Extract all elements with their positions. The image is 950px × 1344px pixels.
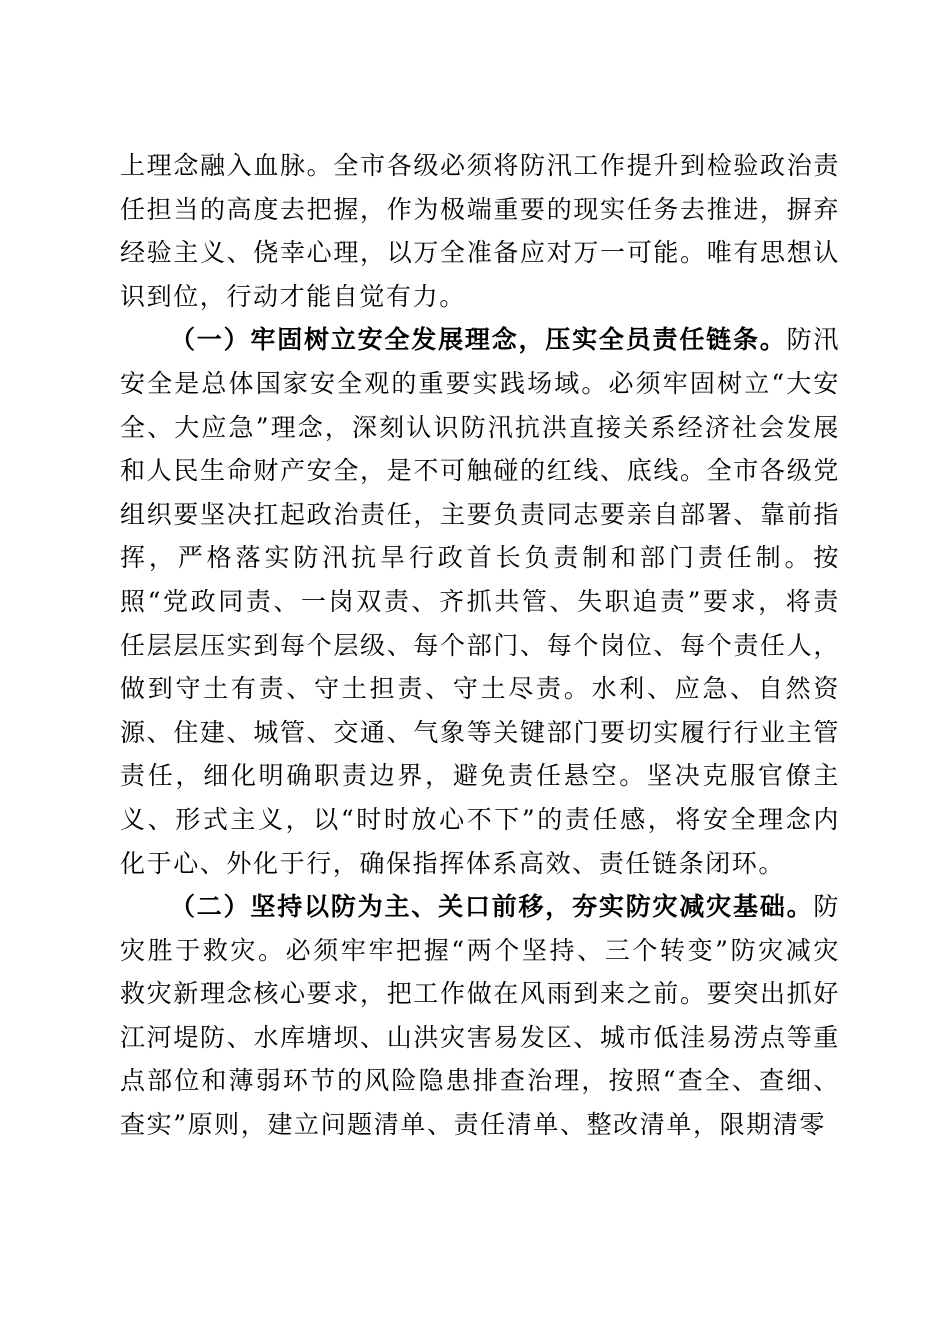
paragraph-body: 上理念融入血脉。全市各级必须将防汛工作提升到检验政治责任担当的高度去把握，作为极端重要的现实任务去推进，摒弃经验主义、侥幸心理，以万全准备应对万一可能。唯有思想认识到位，行动才能自觉有力。: [120, 151, 840, 311]
document-page: [120, 144, 840, 1147]
paragraph-body: 防汛安全是总体国家安全观的重要实践场域。必须牢固树立“大安全、大应急”理念，深刻认识防汛抗洪直接关系经济社会发展和人民生命财产安全，是不可触碰的红线、底线。全市各级党组织要坚决扛起政治责任，主要负责同志要亲自部署、靠前指挥，严格落实防汛抗旱行政首长负责制和部门责任制。按照“党政同责、一岗双责、齐抓共管、失职追责”要求，将责任层层压实到每个层级、每个部门、每个岗位、每个责任人，做到守土有责、守土担责、守土尽责。水利、应急、自然资源、住建、城管、交通、气象等关键部门要切实履行行业主管责任，细化明确职责边界，避免责任悬空。坚决克服官僚主义、形式主义，以“时时放心不下”的责任感，将安全理念内化于心、外化于行，确保指挥体系高效、责任链条闭环。: [120, 325, 841, 878]
section-heading: （一）牢固树立安全发展理念，压实全员责任链条。: [170, 325, 787, 355]
section-heading: （二）坚持以防为主、关口前移，夯实防灾减灾基础。: [170, 892, 814, 922]
paragraph-section-2: [120, 885, 840, 1147]
paragraph-body: 防灾胜于救灾。必须牢牢把握“两个坚持、三个转变”防灾减灾救灾新理念核心要求，把工作做在风雨到来之前。要突出抓好江河堤防、水库塘坝、山洪灾害易发区、城市低洼易涝点等重点部位和薄弱环节的风险隐患排查治理，按照“查全、查细、查实”原则，建立问题清单、责任清单、整改清单，限期清零: [120, 892, 840, 1140]
paragraph-section-1: [120, 318, 840, 885]
paragraph-continuation: [120, 144, 840, 318]
